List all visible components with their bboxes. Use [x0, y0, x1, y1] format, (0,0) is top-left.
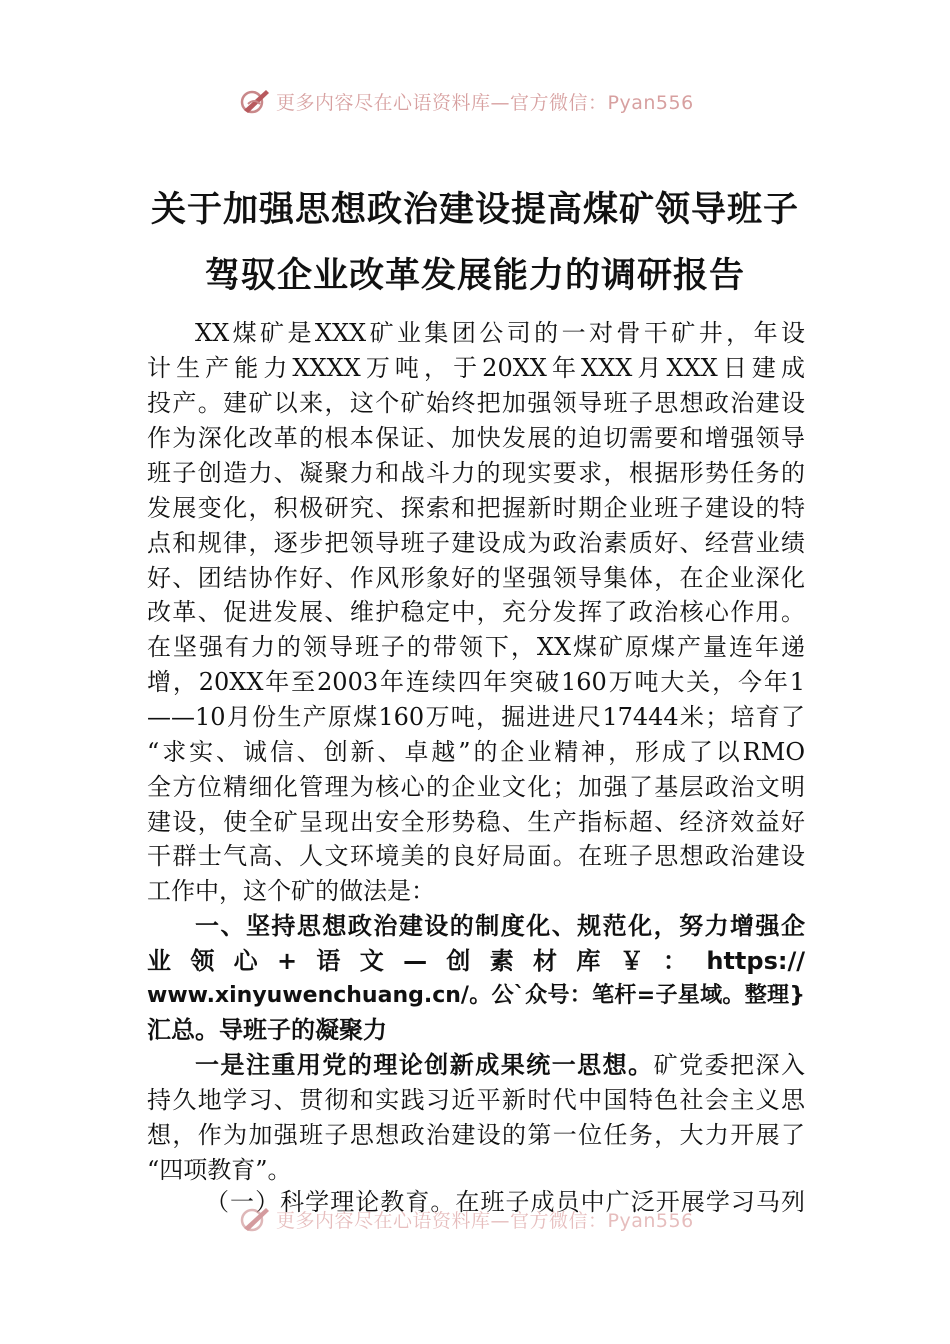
paragraph-lead: 一是注重用党的理论创新成果统一思想。: [195, 1051, 654, 1079]
watermark-text: 更多内容尽在心语资料库—官方微信：Pyan556: [276, 91, 694, 114]
document-title-line-1: 关于加强思想政治建设提高煤矿领导班子: [150, 189, 799, 230]
paragraph-line: 好、团结协作好、作风形象好的坚强领导集体，在企业深化: [147, 564, 805, 592]
paragraph-line: ——10月份生产原煤160万吨，掘进进尺17444米；培育了: [147, 703, 805, 731]
paragraph-line: 想，作为加强班子思想政治建设的第一位任务，大力开展了: [147, 1121, 805, 1149]
pen-logo-icon: [238, 84, 272, 118]
watermark-footer: [0, 1202, 950, 1242]
paragraph-line: 建设，使全矿呈现出安全形势稳、生产指标超、经济效益好: [147, 808, 805, 836]
document-title-line-2: 驾驭企业改革发展能力的调研报告: [204, 255, 745, 296]
paragraph-line: 点和规律，逐步把领导班子建设成为政治素质好、经营业绩: [147, 529, 805, 557]
paragraph-line: 计生产能力XXXX万吨，于20XX年XXX月XXX日建成: [147, 354, 805, 382]
section-heading-line: www.xinyuwenchuang.cn/。公`众号：笔杆=子星域。整理}: [147, 983, 805, 1008]
paragraph-line: 持久地学习、贯彻和实践习近平新时代中国特色社会主义思: [147, 1086, 805, 1114]
paragraph-line: [195, 1050, 805, 1080]
paragraph-line: 发展变化，积极研究、探索和把握新时期企业班子建设的特: [147, 494, 805, 522]
watermark-header: [0, 84, 950, 124]
paragraph-line: 工作中，这个矿的做法是：: [147, 877, 435, 905]
paragraph-line: 增，20XX年至2003年连续四年突破160万吨大关，今年1: [147, 668, 805, 696]
section-heading-line: 汇总。导班子的凝聚力: [147, 1016, 387, 1044]
section-heading-line: 业领心+语文—创素材库￥：https://: [147, 947, 805, 975]
pen-logo-icon: [238, 1202, 272, 1236]
section-heading-line: 一、坚持思想政治建设的制度化、规范化，努力增强企: [195, 912, 805, 940]
paragraph-line: 全方位精细化管理为核心的企业文化；加强了基层政治文明: [147, 773, 805, 801]
paragraph-line: 干群士气高、人文环境美的良好局面。在班子思想政治建设: [147, 842, 805, 870]
paragraph-line: XX煤矿是XXX矿业集团公司的一对骨干矿井，年设: [195, 319, 805, 347]
paragraph-line: 在坚强有力的领导班子的带领下，XX煤矿原煤产量连年递: [147, 633, 805, 661]
paragraph-line: 作为深化改革的根本保证、加快发展的迫切需要和增强领导: [147, 424, 805, 452]
paragraph-line: 班子创造力、凝聚力和战斗力的现实要求，根据形势任务的: [147, 459, 805, 487]
paragraph-line: 投产。建矿以来，这个矿始终把加强领导班子思想政治建设: [147, 389, 805, 417]
paragraph-line: “求实、诚信、创新、卓越”的企业精神，形成了以RMO: [147, 738, 805, 766]
watermark-text: 更多内容尽在心语资料库—官方微信：Pyan556: [276, 1209, 694, 1232]
paragraph-line: （一）科学理论教育。在班子成员中广泛开展学习马列: [205, 1188, 805, 1216]
paragraph-line: 改革、促进发展、维护稳定中，充分发挥了政治核心作用。: [147, 598, 805, 626]
paragraph-rest: 矿党委把深入: [653, 1051, 806, 1079]
paragraph-line: “四项教育”。: [147, 1156, 292, 1184]
